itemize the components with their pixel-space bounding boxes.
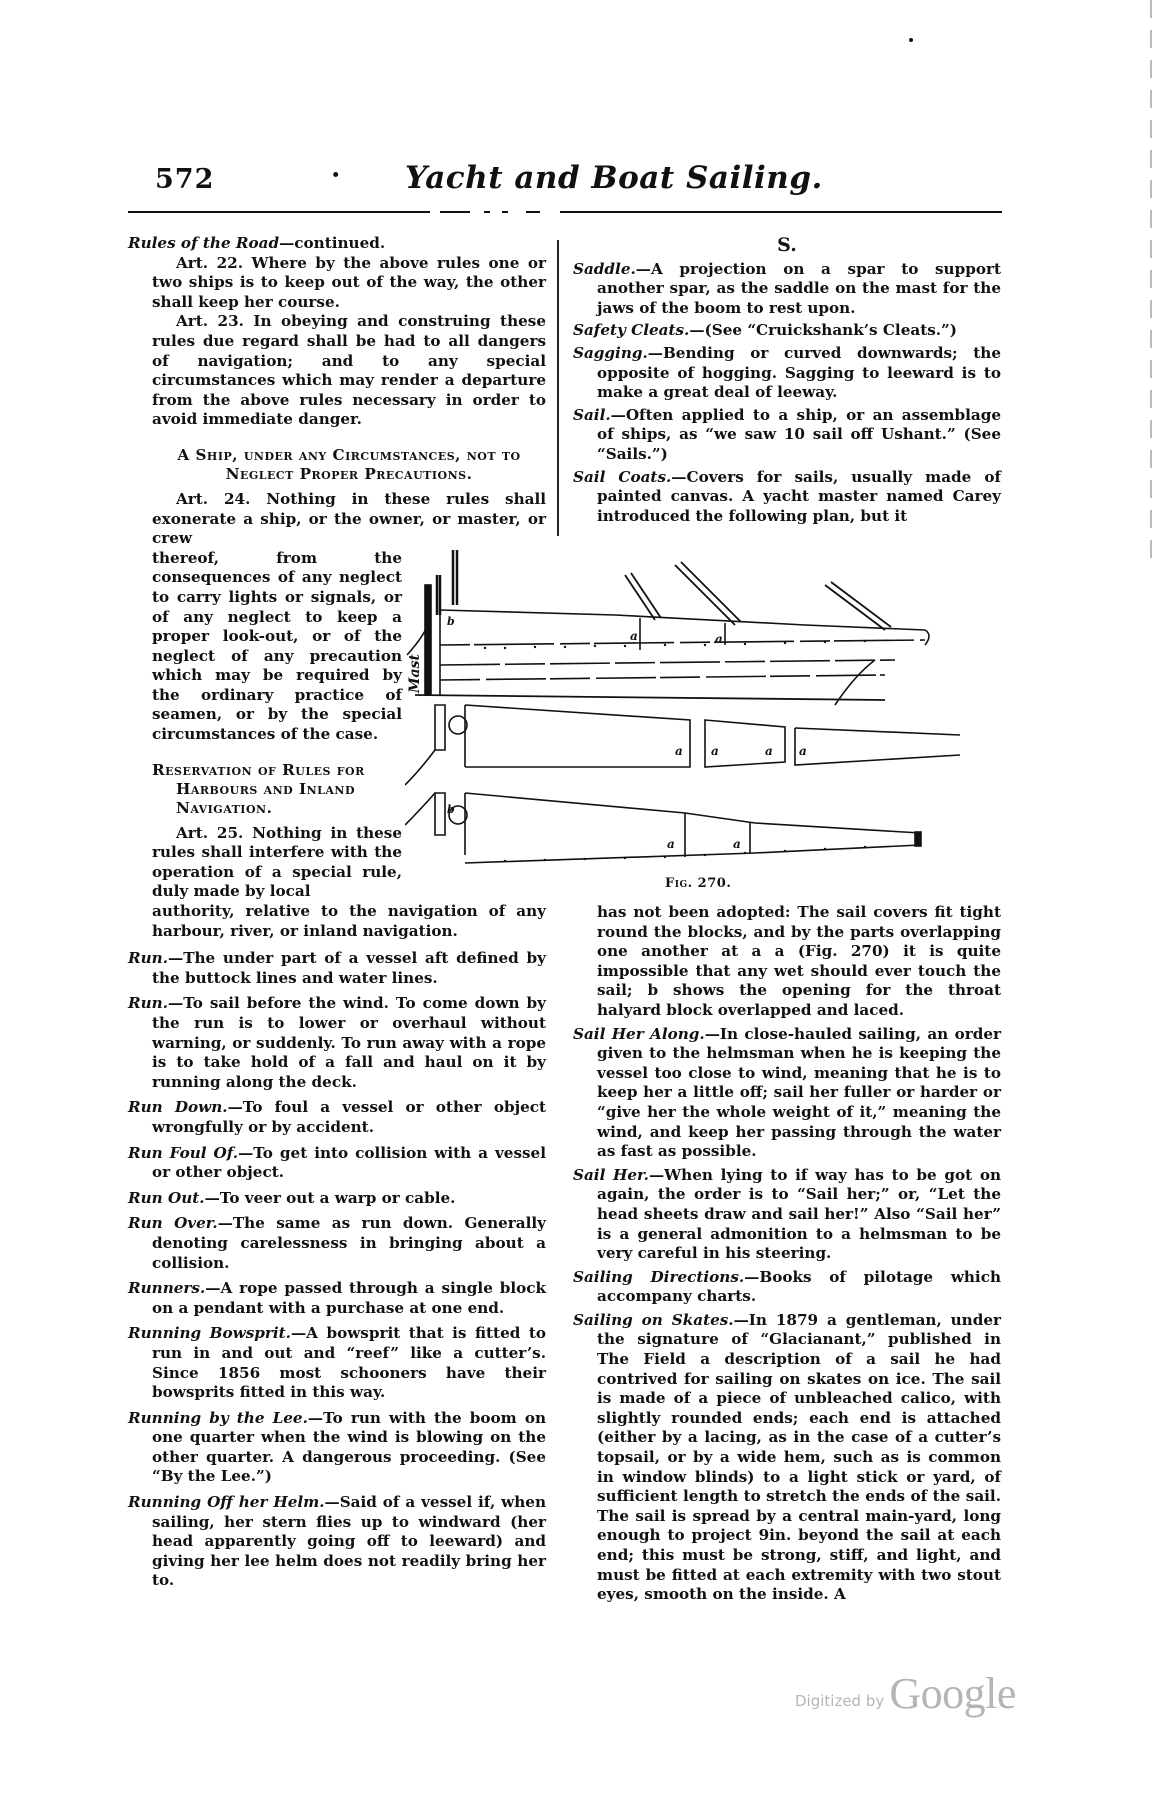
header-rule bbox=[128, 211, 1002, 213]
entry-text: —A bowsprit that is fitted to run in and out and “reef” like a cutter’s. Since 1856 most schooners have their bowsprits fitted in this way. bbox=[152, 1324, 546, 1402]
column-divider bbox=[557, 240, 559, 536]
entry-term: Sail Coats. bbox=[573, 467, 672, 486]
entry-term: Sailing Directions. bbox=[573, 1267, 745, 1286]
glossary-entry bbox=[573, 1166, 1001, 1264]
label-a: a bbox=[715, 632, 723, 646]
label-a: a bbox=[675, 744, 683, 758]
glossary-entry bbox=[128, 994, 546, 1092]
entry-term: Run Foul Of. bbox=[128, 1143, 239, 1162]
entry-text: —To veer out a warp or cable. bbox=[204, 1188, 456, 1207]
entry-term: Sailing on Skates. bbox=[573, 1310, 734, 1329]
entry-term: Runners. bbox=[128, 1279, 206, 1298]
entry-text: —A projection on a spar to support another spar, as the saddle on the mast for the jaws of the boom to rest upon. bbox=[597, 259, 1001, 317]
entry-term: Running Bowsprit. bbox=[128, 1324, 291, 1343]
continued-suffix: —continued. bbox=[279, 234, 386, 252]
glossary-entry bbox=[128, 1279, 546, 1318]
scan-speck bbox=[909, 38, 913, 42]
label-a: a bbox=[799, 744, 807, 758]
entry-text: —Books of pilotage which accompany charts. bbox=[597, 1267, 1001, 1306]
label-a: a bbox=[733, 837, 741, 851]
glossary-entry bbox=[128, 1144, 546, 1183]
section-heading-reservation: Reservation of Rules for Harbours and Inland Navigation. bbox=[152, 760, 365, 817]
sail-cover-diagram bbox=[405, 545, 960, 875]
rule-gap bbox=[508, 208, 526, 214]
glossary-entry bbox=[128, 949, 546, 988]
sail-coats-continued: has not been adopted: The sail covers fit tight round the blocks, and by the parts overlapping one another at a a (Fig. 270) it is quite impossible that any wet should ever touch the sail; b shows the opening for the throat halyard block overlapped and laced. bbox=[597, 903, 1001, 1019]
entry-text: —(See “Cruickshank’s Cleats.”) bbox=[689, 321, 957, 340]
glossary-entry bbox=[573, 468, 1001, 527]
header-separator: · bbox=[331, 160, 341, 191]
entry-text: —The same as run down. Generally denoting carelessness in bringing about a collision. bbox=[152, 1214, 546, 1272]
glossary-entry bbox=[128, 1189, 546, 1209]
entry-term: Run Over. bbox=[128, 1214, 218, 1233]
glossary-entry bbox=[128, 1214, 546, 1273]
glossary-entry bbox=[128, 1493, 546, 1591]
continued-heading bbox=[128, 234, 546, 254]
watermark-prefix: Digitized by bbox=[795, 1692, 885, 1710]
article-23: Art. 23. In obeying and construing these rules due regard shall be had to all dangers of navigation; and to any special circumstances which may render a departure from the above rules necessary in order to avoid immediate danger. bbox=[152, 312, 546, 429]
entry-text: —To run with the boom on one quarter when the wind is blowing on the other quarter. A dangerous proceeding. (See “By the Lee.”) bbox=[152, 1408, 547, 1486]
entry-text: —To get into collision with a vessel or other object. bbox=[152, 1143, 546, 1182]
right-column-top bbox=[573, 234, 1001, 529]
rule-gap bbox=[470, 208, 484, 214]
article-24-narrow: thereof, from the consequences of any neglect to carry lights or signals, or of any neglect to keep a proper look-out, or of the neglect of any precaution which may be required by the ordinary practice of seamen, or by the special circumstances of the case. bbox=[152, 548, 402, 744]
entry-term: Running Off her Helm. bbox=[128, 1493, 325, 1512]
label-a: a bbox=[667, 837, 675, 851]
entry-text: —Often applied to a ship, or an assemblage of ships, as “we saw 10 sail off Ushant.” (See “Sails.”) bbox=[597, 405, 1001, 463]
right-column-bottom bbox=[573, 903, 1001, 1609]
label-b: b bbox=[447, 615, 455, 628]
left-column bbox=[128, 234, 546, 1597]
glossary-entry bbox=[573, 1268, 1001, 1307]
entry-term: Sagging. bbox=[573, 343, 648, 362]
entry-term: Sail Her. bbox=[573, 1165, 649, 1184]
entry-text: —In close-hauled sailing, an order given to the helmsman when he is keeping the vessel too close to wind, meaning that he is to keep her a little off; sail her fuller or harder or “give her the whole weight of it,” meaning the wind, and keep her passing through the water as fast as possible. bbox=[597, 1024, 1001, 1161]
rule-gap bbox=[430, 208, 440, 214]
entry-term: Sail. bbox=[573, 405, 611, 424]
glossary-entry bbox=[128, 1098, 546, 1137]
glossary-entry bbox=[573, 1025, 1001, 1162]
scan-edge-artifact bbox=[1150, 0, 1152, 560]
entry-text: —The under part of a vessel aft defined by the buttock lines and water lines. bbox=[152, 949, 546, 987]
entry-text: —A rope passed through a single block on a pendant with a purchase at one end. bbox=[152, 1279, 546, 1317]
entry-term: Sail Her Along. bbox=[573, 1024, 705, 1043]
continued-term: Rules of the Road bbox=[128, 234, 280, 252]
digitized-by-google-watermark bbox=[795, 1668, 1016, 1719]
article-25-narrow: Art. 25. Nothing in these rules shall interfere with the operation of a special rule, duly made by local bbox=[152, 823, 402, 901]
glossary-entry bbox=[573, 406, 1001, 465]
entry-text: —In 1879 a gentleman, under the signature of “Glacianant,” published in The Field a description of a sail he had contrived for sailing on skates on ice. The sail is made of a piece of unbleached calico, with slightly rounded ends; each end is attached (either by a lacing, as in the case of a cutter’s topsail, or by a wide hem, such as is common in window blinds) to a light stick or yard, of sufficient length to stretch the ends of the sail. The sail is spread by a central main-yard, long enough to project 9in. beyond the sail at each end; this must be strong, stiff, and light, and must be fitted at each extremity with two stout eyes, smooth on the inside. A bbox=[597, 1310, 1001, 1604]
mast-icon bbox=[425, 585, 431, 695]
entry-term: Run. bbox=[128, 949, 168, 968]
article-25-wide: authority, relative to the navigation of any harbour, river, or inland navigation. bbox=[152, 902, 546, 940]
article-24-wide: Art. 24. Nothing in these rules shall exonerate a ship, or the owner, or master, or crew bbox=[152, 489, 546, 548]
glossary-entry bbox=[573, 1311, 1001, 1605]
figure-caption: Fig. 270. bbox=[665, 876, 732, 891]
entry-text: —To sail before the wind. To come down by the run is to lower or overhaul without warning, or suddenly. To run away with a rope is to take hold of a fall and haul on it by running along the deck. bbox=[152, 994, 546, 1091]
google-logo: Google bbox=[889, 1669, 1016, 1718]
rule-gap bbox=[490, 208, 502, 214]
entry-term: Safety Cleats. bbox=[573, 321, 690, 340]
label-a: a bbox=[630, 629, 638, 643]
page-header bbox=[155, 160, 1005, 210]
entry-term: Saddle. bbox=[573, 259, 636, 278]
entry-term: Run Out. bbox=[128, 1188, 205, 1207]
label-a: a bbox=[765, 744, 773, 758]
entry-text: —Said of a vessel if, when sailing, her stern flies up to windward (her head apparently going off to leeward) and giving her lee helm does not readily bring her to. bbox=[152, 1493, 546, 1590]
glossary-entry bbox=[573, 321, 1001, 341]
label-b: b bbox=[447, 803, 455, 816]
entry-text: —Bending or curved downwards; the opposite of hogging. Sagging to leeward is to make a great deal of leeway. bbox=[597, 343, 1001, 402]
mast-label: Mast bbox=[407, 654, 423, 693]
entry-term: Run Down. bbox=[128, 1098, 228, 1117]
letter-heading: S. bbox=[777, 234, 797, 256]
glossary-entry bbox=[573, 260, 1001, 319]
entry-text: —To foul a vessel or other object wrongfully or by accident. bbox=[152, 1098, 546, 1136]
rule-gap bbox=[540, 208, 560, 214]
label-a: a bbox=[711, 744, 719, 758]
entry-term: Run. bbox=[128, 994, 168, 1013]
running-title: Yacht and Boat Sailing. bbox=[405, 160, 823, 196]
page-number: 572 bbox=[155, 164, 215, 195]
glossary-entry bbox=[128, 1324, 546, 1402]
entry-text: —Covers for sails, usually made of painted canvas. A yacht master named Carey introduced the following plan, but it bbox=[597, 467, 1002, 525]
section-heading-precautions: A Ship, under any Circumstances, not to Neglect Proper Precautions. bbox=[177, 445, 521, 483]
entry-text: —When lying to if way has to be got on again, the order is to “Sail her;” or, “Let the head sheets draw and sail her!” Also “Sail her” is a general admonition to a helmsman to be very careful in his steering. bbox=[597, 1165, 1001, 1263]
glossary-entry bbox=[128, 1409, 546, 1487]
article-22: Art. 22. Where by the above rules one or two ships is to keep out of the way, the other shall keep her course. bbox=[152, 253, 546, 311]
glossary-entry bbox=[573, 344, 1001, 403]
entry-term: Running by the Lee. bbox=[128, 1408, 308, 1427]
